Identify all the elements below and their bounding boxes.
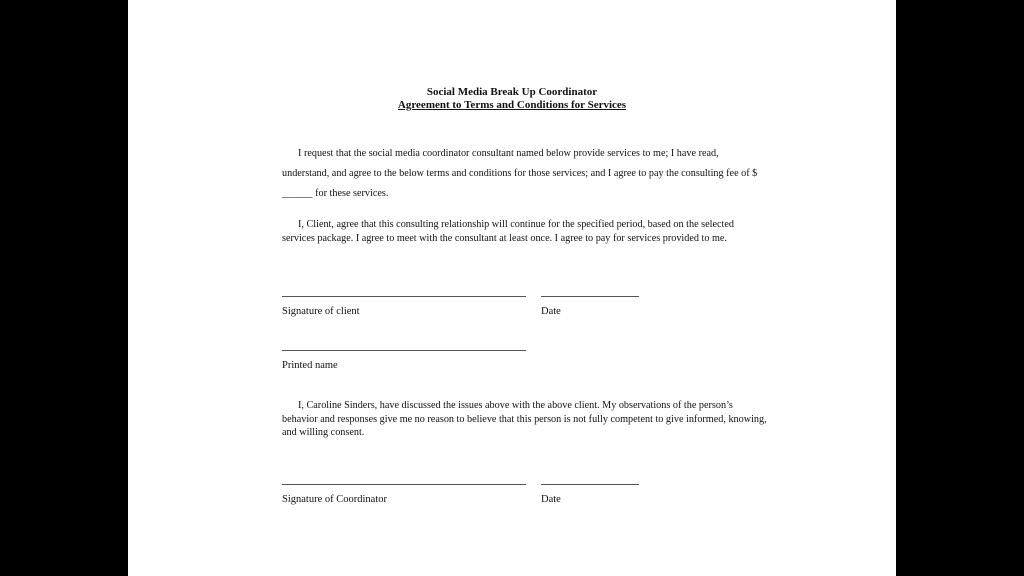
printed-name-label: Printed name	[282, 360, 338, 371]
signature-of-coordinator-label: Signature of Coordinator	[282, 494, 387, 505]
coordinator-date-line	[541, 484, 639, 485]
request-paragraph: I request that the social media coordinator consultant named below provide services to me; I have read, understand, and agree to the below terms and conditions for those services; and I agree to pay the consulting fee of $ ______ for these services.	[282, 148, 758, 199]
printed-name-line	[282, 350, 526, 351]
client-agreement-paragraph: I, Client, agree that this consulting relationship will continue for the specified period, based on the selected services package. I agree to meet with the consultant at least once. I agree to pay for services provided to me.	[282, 219, 734, 244]
client-date-line	[541, 296, 639, 297]
signature-of-client-label: Signature of client	[282, 306, 360, 317]
coordinator-date-label: Date	[541, 494, 561, 505]
document-subtitle: Agreement to Terms and Conditions for Services	[397, 99, 627, 111]
document-title: Social Media Break Up Coordinator	[426, 86, 598, 98]
document-page	[128, 0, 896, 576]
coordinator-statement-paragraph: I, Caroline Sinders, have discussed the issues above with the above client. My observations of the person’s behavior and responses give me no reason to believe that this person is not fully competent to give informed, knowing, and willing consent.	[282, 400, 767, 438]
client-signature-line	[282, 296, 526, 297]
client-date-label: Date	[541, 306, 561, 317]
coordinator-signature-line	[282, 484, 526, 485]
